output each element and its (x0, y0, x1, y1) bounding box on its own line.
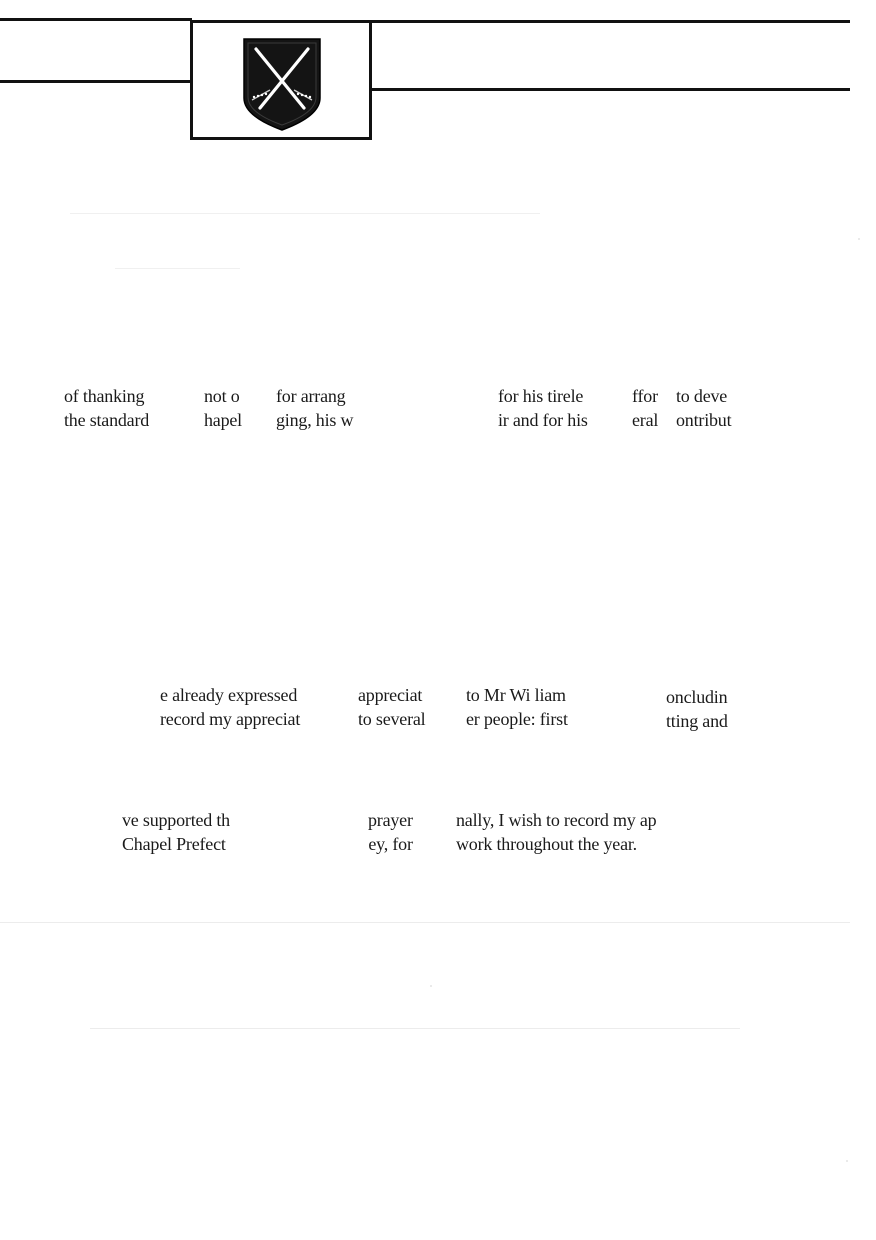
scan-streak (70, 213, 540, 214)
text-fragment (368, 808, 413, 856)
text-fragment (358, 683, 425, 731)
text-line: the standard (64, 410, 150, 430)
text-line: hapel (204, 410, 242, 430)
text-fragment (666, 685, 728, 733)
header-rule-bottom-right (370, 88, 850, 91)
crest-frame (190, 20, 372, 140)
text-line: ve supported th (122, 810, 230, 830)
text-fragment (204, 384, 242, 432)
text-fragment (276, 384, 353, 432)
text-line: to several (358, 709, 426, 729)
text-line: nally, I wish to record my ap (456, 810, 657, 830)
text-line: er people: first (466, 709, 568, 729)
text-line: oncludin (666, 687, 728, 707)
header-rule-top-right (370, 20, 850, 23)
header-rule-top-left (0, 18, 192, 21)
scan-speck (430, 985, 432, 987)
text-fragment (632, 384, 658, 432)
text-line: ey, for (368, 834, 413, 854)
text-line: ir and for his (498, 410, 588, 430)
text-fragment (456, 808, 656, 856)
text-line: work throughout the year. (456, 834, 637, 854)
text-line: to Mr Wi liam (466, 685, 566, 705)
text-line: prayer (368, 810, 413, 830)
text-line: for his tirele (498, 386, 584, 406)
text-line: tting and (666, 711, 728, 731)
text-line: record my appreciat (160, 709, 301, 729)
scan-speck (858, 238, 860, 240)
scan-speck (846, 1160, 848, 1162)
text-fragment (498, 384, 588, 432)
text-line: Chapel Prefect (122, 834, 226, 854)
text-line: eral (632, 410, 659, 430)
text-fragment (122, 808, 230, 856)
text-line: not o (204, 386, 240, 406)
text-line: ontribut (676, 410, 732, 430)
scan-streak (0, 922, 850, 923)
text-fragment (160, 683, 300, 731)
text-line: for arrang (276, 386, 346, 406)
text-fragment (466, 683, 568, 731)
scan-streak (115, 268, 240, 269)
text-fragment (64, 384, 149, 432)
text-line: appreciat (358, 685, 423, 705)
text-line: e already expressed (160, 685, 298, 705)
text-fragment (676, 384, 731, 432)
text-line: ging, his w (276, 410, 354, 430)
header-rule-bottom-left (0, 80, 192, 83)
text-line: to deve (676, 386, 728, 406)
crossed-swords-shield-icon (241, 36, 323, 132)
text-line: of thanking (64, 386, 145, 406)
scan-streak (90, 1028, 740, 1029)
text-line: ffor (632, 386, 658, 406)
